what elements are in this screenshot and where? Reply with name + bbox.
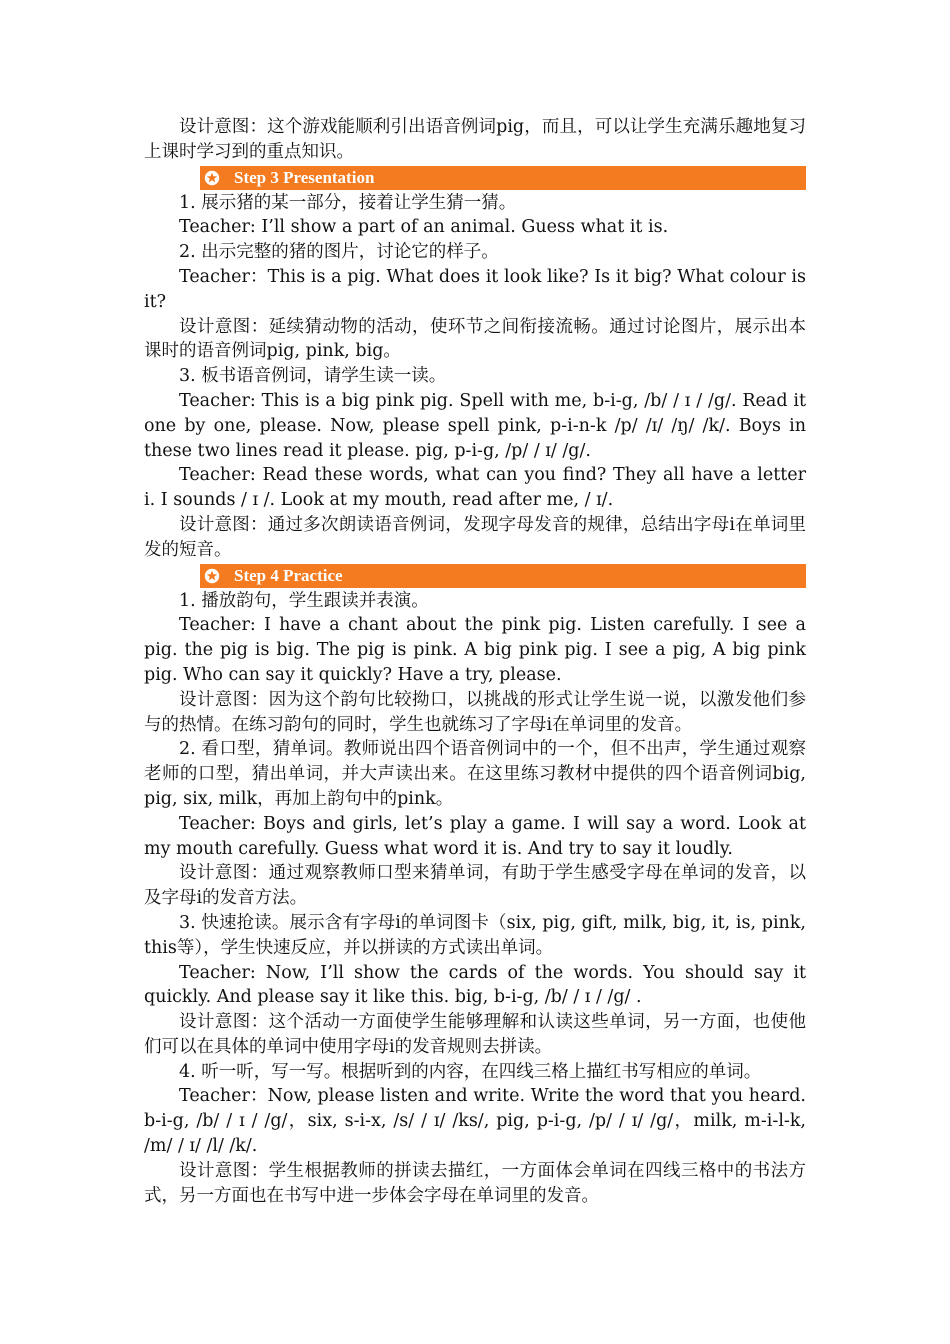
paragraph: 4. 听一听，写一写。根据听到的内容，在四线三格上描红书写相应的单词。 bbox=[179, 1061, 762, 1082]
step-heading-banner bbox=[200, 564, 806, 588]
paragraph: 2. 看口型，猜单词。教师说出四个语音例词中的一个，但不出声，学生通过观察老师的口型，猜出单词，并大声读出来。在这里练习教材中提供的四个语音例词big, pig, six, milk，再加上韵句中的pink。 bbox=[144, 739, 806, 809]
paragraph: 3. 快速抢读。展示含有字母i的单词图卡（six, pig, gift, milk, big, it, is, pink, this等），学生快速反应，并以拼读的方式读出单词。 bbox=[144, 912, 806, 958]
paragraph: Teacher: Read these words, what can you find? They all have a letter i. I sounds / ɪ /. Look at my mouth, read after me, / ɪ/. bbox=[144, 465, 806, 511]
paragraph: 设计意图：这个活动一方面使学生能够理解和认读这些单词，另一方面，也使他们可以在具体的单词中使用字母i的发音规则去拼读。 bbox=[144, 1012, 806, 1057]
paragraph: Teacher：This is a pig. What does it look like? Is it big? What colour is it? bbox=[144, 266, 806, 312]
paragraph: 设计意图：这个游戏能顺利引出语音例词pig，而且，可以让学生充满乐趣地复习上课时学习到的重点知识。 bbox=[144, 117, 806, 162]
paragraph: Teacher: Now, I’ll show the cards of the words. You should say it quickly. And please say it like this. big, b-i-g, /b/ / ɪ / /g/ . bbox=[144, 962, 806, 1008]
paragraph: 3. 板书语音例词，请学生读一读。 bbox=[179, 366, 447, 387]
paragraph: 设计意图：学生根据教师的拼读去描红，一方面体会单词在四线三格中的书法方式，另一方面也在书写中进一步体会字母在单词里的发音。 bbox=[144, 1160, 806, 1206]
paragraph: 设计意图：通过多次朗读语音例词，发现字母发音的规律，总结出字母i在单词里发的短音。 bbox=[144, 514, 806, 560]
star-circle-icon bbox=[204, 568, 220, 584]
paragraph: 设计意图：延续猜动物的活动，使环节之间衔接流畅。通过讨论图片，展示出本课时的语音例词pig, pink, big。 bbox=[144, 316, 806, 362]
star-circle-icon bbox=[204, 170, 220, 186]
paragraph: 设计意图：通过观察教师口型来猜单词，有助于学生感受字母在单词的发音，以及字母i的发音方法。 bbox=[144, 863, 806, 909]
step-heading-text: Step 3 Presentation bbox=[234, 167, 375, 187]
paragraph: Teacher: I have a chant about the pink pig. Listen carefully. I see a pig. the pig is big. The pig is pink. A big pink pig. I see a pig, A big pink pig. Who can say it quickly? Have a try, please. bbox=[144, 615, 806, 685]
paragraph: 设计意图：因为这个韵句比较拗口，以挑战的形式让学生说一说，以激发他们参与的热情。在练习韵句的同时，学生也就练习了字母i在单词里的发音。 bbox=[144, 689, 806, 735]
paragraph: 2. 出示完整的猪的图片，讨论它的样子。 bbox=[179, 242, 499, 263]
paragraph: 1. 展示猪的某一部分，接着让学生猜一猜。 bbox=[179, 192, 517, 213]
step-heading-banner bbox=[200, 166, 806, 190]
document-body bbox=[144, 115, 806, 1208]
paragraph: 1. 播放韵句，学生跟读并表演。 bbox=[179, 590, 429, 611]
paragraph: Teacher: Boys and girls, let’s play a game. I will say a word. Look at my mouth carefully. Guess what word it is. And try to say it loudly. bbox=[144, 813, 806, 859]
paragraph: Teacher：Now, please listen and write. Write the word that you heard. b-i-g, /b/ / ɪ / /g/，six, s-i-x, /s/ / ɪ/ /ks/, pig, p-i-g, /p/ / ɪ/ /g/，milk, m-i-l-k, /m/ / ɪ/ /l/ /k/. bbox=[144, 1086, 806, 1157]
step-heading-text: Step 4 Practice bbox=[234, 565, 343, 585]
paragraph: Teacher: This is a big pink pig. Spell with me, b-i-g, /b/ / ɪ / /g/. Read it one by one, please. Now, please spell pink, p-i-n-k /p/ /ɪ/ /ŋ/ /k/. Boys in these two lines read it please. pig, p-i-g, /p/ / ɪ/ /g/. bbox=[144, 390, 806, 461]
paragraph: Teacher: I’ll show a part of an animal. Guess what it is. bbox=[179, 217, 669, 238]
